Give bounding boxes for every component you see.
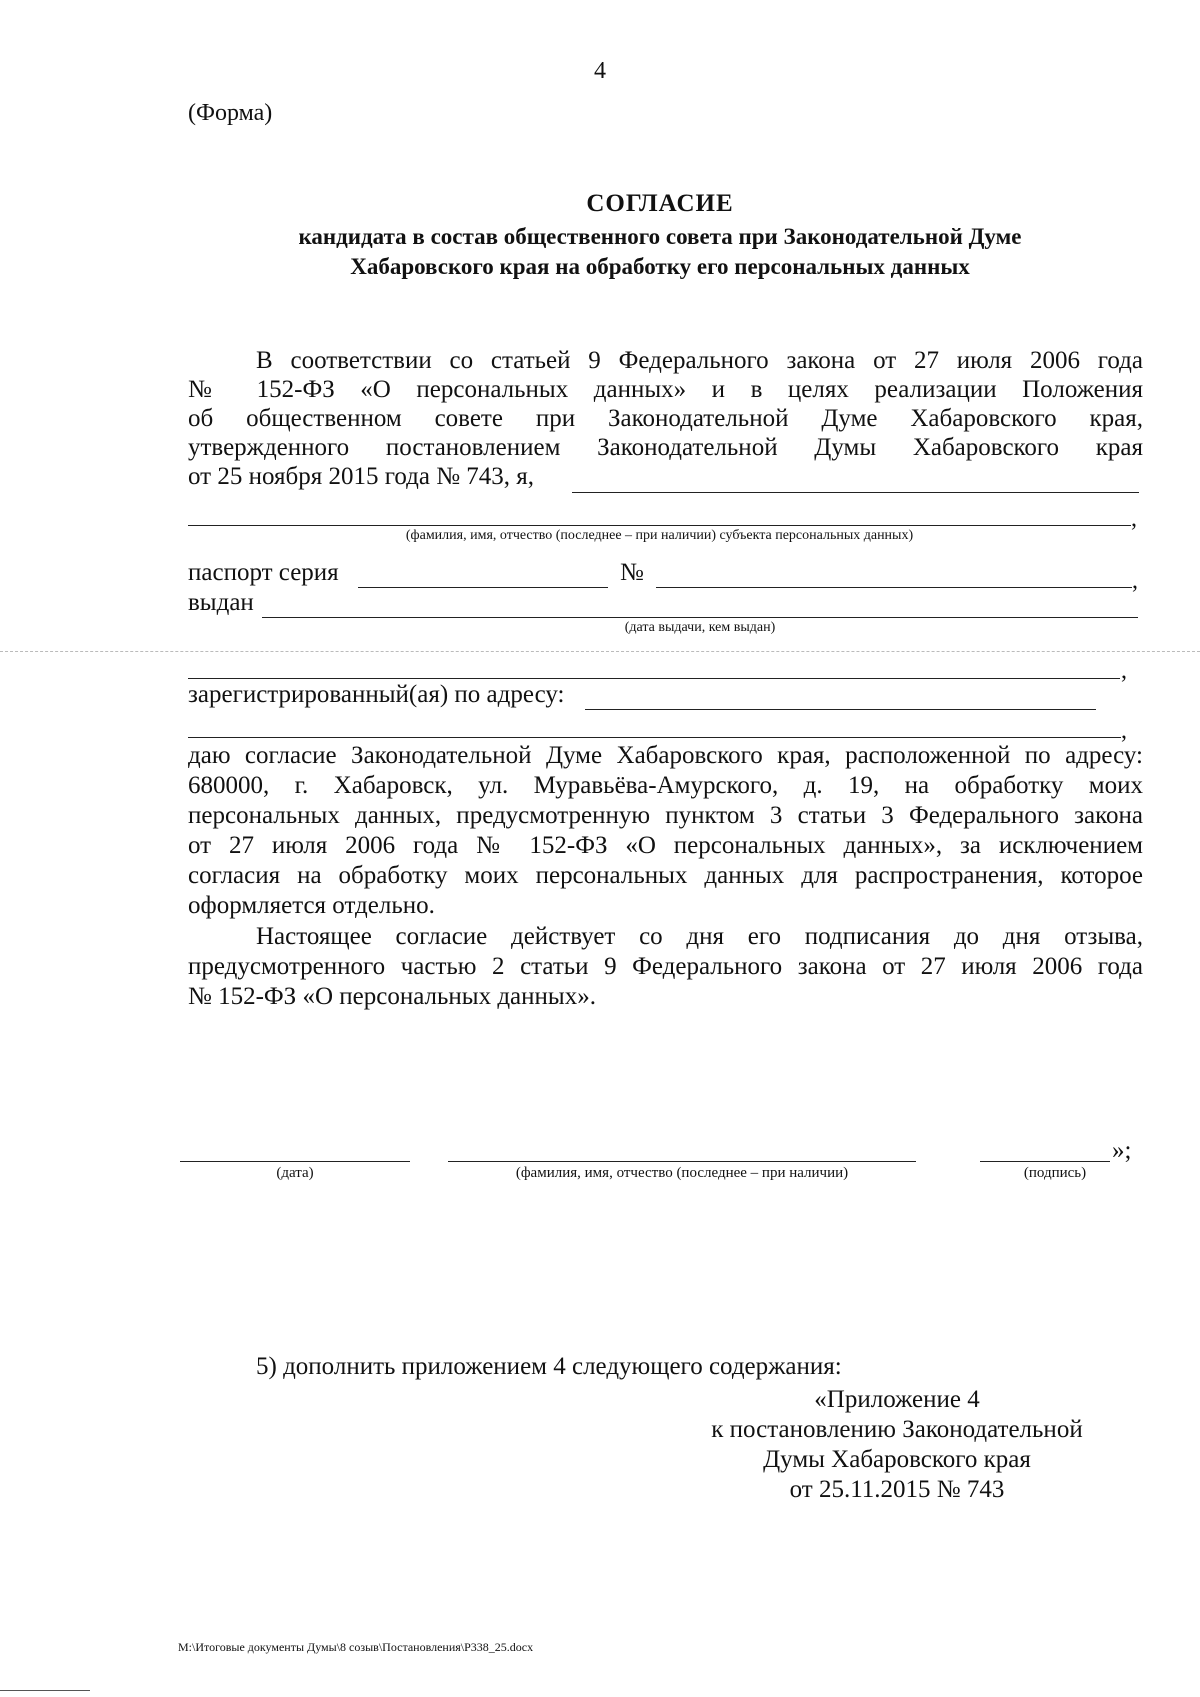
intro-line-4: утвержденного постановлением Законодательной Думы Хабаровского края	[188, 434, 1143, 461]
amendment-text: 5) дополнить приложением 4 следующего содержания:	[256, 1353, 842, 1380]
validity-line-2: предусмотренного частью 2 статьи 9 Федерального закона от 27 июля 2006 года	[188, 953, 1143, 980]
appendix-line-3: Думы Хабаровского края	[763, 1446, 1031, 1473]
address-field-line-2[interactable]	[188, 737, 1121, 738]
consent-line-3: персональных данных, предусмотренную пунктом 3 статьи 3 Федерального закона	[188, 802, 1143, 829]
caption-date: (дата)	[276, 1165, 314, 1181]
name-field-line-2[interactable]	[188, 525, 1131, 526]
page-number: 4	[594, 58, 606, 84]
intro-line-3: об общественном совете при Законодательной Думе Хабаровского края,	[188, 405, 1143, 432]
issued-label: выдан	[188, 589, 254, 616]
fio-field[interactable]	[448, 1161, 916, 1162]
address-label: зарегистрированный(ая) по адресу:	[188, 681, 565, 708]
document-subtitle-line-2: Хабаровского края на обработку его персональных данных	[350, 254, 970, 279]
validity-line-3: № 152-ФЗ «О персональных данных».	[188, 983, 596, 1010]
appendix-line-2: к постановлению Законодательной	[711, 1416, 1083, 1443]
name-field-line-1[interactable]	[572, 492, 1139, 493]
caption-issued: (дата выдачи, кем выдан)	[624, 620, 776, 635]
passport-number-field[interactable]	[656, 587, 1132, 588]
comma: ,	[1131, 506, 1137, 532]
scan-edge-mark	[0, 1690, 90, 1691]
signature-end-mark: »;	[1112, 1137, 1132, 1164]
comma: ,	[1132, 568, 1138, 594]
caption-signature: (подпись)	[1023, 1165, 1087, 1181]
consent-line-4: от 27 июля 2006 года № 152-ФЗ «О персональных данных», за исключением	[188, 832, 1143, 859]
intro-line-5: от 25 ноября 2015 года № 743, я,	[188, 463, 535, 490]
form-label: (Форма)	[188, 100, 273, 126]
caption-fio: (фамилия, имя, отчество (последнее – при наличии)	[515, 1165, 849, 1181]
passport-number-label: №	[620, 559, 644, 586]
intro-line-1: В соответствии со статьей 9 Федерального закона от 27 июля 2006 года	[256, 347, 1143, 374]
caption-fio-subject: (фамилия, имя, отчество (последнее – при наличии) субъекта персональных данных)	[405, 528, 914, 543]
comma: ,	[1121, 658, 1127, 684]
date-field[interactable]	[180, 1161, 410, 1162]
comma: ,	[1121, 718, 1127, 744]
passport-series-field[interactable]	[358, 587, 608, 588]
issued-field[interactable]	[262, 617, 1138, 618]
document-subtitle-line-1: кандидата в состав общественного совета при Законодательной Думе	[298, 224, 1022, 249]
issued-field-line-2[interactable]	[188, 678, 1120, 679]
validity-line-1: Настоящее согласие действует со дня его подписания до дня отзыва,	[256, 923, 1143, 950]
passport-series-label: паспорт серия	[188, 559, 339, 586]
consent-line-6: оформляется отдельно.	[188, 892, 435, 919]
document-title: СОГЛАСИЕ	[586, 190, 734, 217]
scan-edge-mark	[0, 651, 1200, 652]
intro-line-2: № 152-ФЗ «О персональных данных» и в целях реализации Положения	[188, 376, 1143, 403]
footer-file-path: M:\Итоговые документы Думы\8 созыв\Постановления\Р338_25.docx	[178, 1640, 534, 1654]
consent-line-2: 680000, г. Хабаровск, ул. Муравьёва-Амурского, д. 19, на обработку моих	[188, 772, 1143, 799]
address-field-line-1[interactable]	[585, 709, 1096, 710]
consent-line-1: даю согласие Законодательной Думе Хабаровского края, расположенной по адресу:	[188, 742, 1143, 769]
appendix-line-4: от 25.11.2015 № 743	[789, 1476, 1005, 1503]
consent-line-5: согласия на обработку моих персональных данных для распространения, которое	[188, 862, 1143, 889]
appendix-line-1: «Приложение 4	[814, 1386, 980, 1413]
signature-field[interactable]	[980, 1161, 1110, 1162]
